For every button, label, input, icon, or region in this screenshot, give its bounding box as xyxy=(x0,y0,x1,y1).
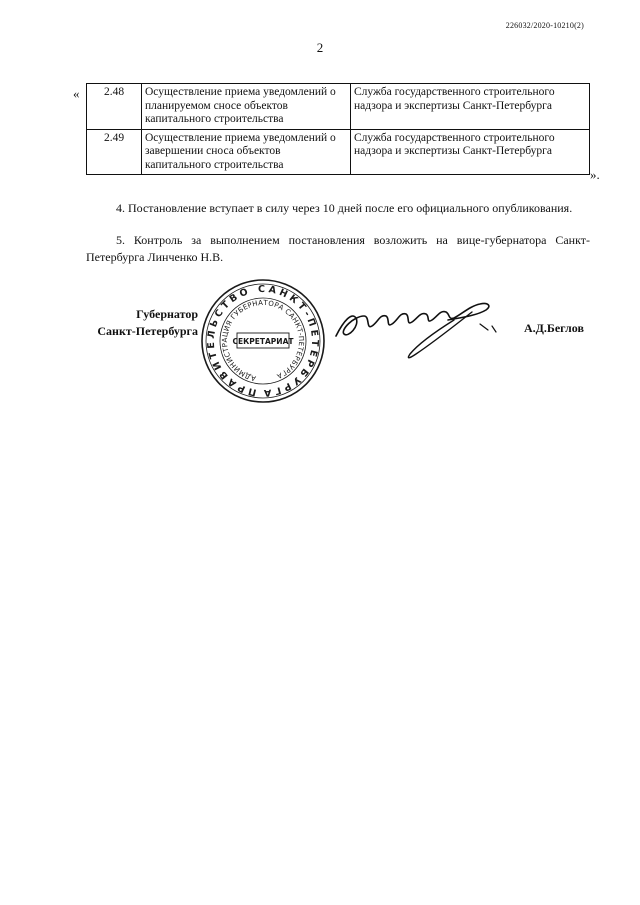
signatory-title-line-1: Губернатор xyxy=(136,307,198,321)
paragraph-4: 4. Постановление вступает в силу через 10 дней после его официального опубликования. xyxy=(116,201,573,215)
handwritten-signature xyxy=(330,290,510,370)
paragraph-5: 5. Контроль за выполнением постановления возложить на вице-губернатора Санкт-Петербурга Линченко Н.В. xyxy=(86,233,590,264)
seal-inner-text: АДМИНИСТРАЦИЯ ГУБЕРНАТОРА САНКТ-ПЕТЕРБУРГА xyxy=(220,298,306,383)
row-number: 2.49 xyxy=(87,129,142,175)
document-id: 226032/2020-10210(2) xyxy=(505,21,584,30)
signatory-title-line-2: Санкт-Петербурга xyxy=(97,324,198,338)
responsible-body: Служба государственного строительного надзора и экспертизы Санкт-Петербурга xyxy=(351,84,590,130)
table-row xyxy=(87,129,590,175)
service-name: Осуществление приема уведомлений о завершении сноса объектов капитального строительства xyxy=(142,129,351,175)
seal-outer-text: ПРАВИТЕЛЬСТВО САНКТ-ПЕТЕРБУРГА xyxy=(205,283,321,399)
official-seal xyxy=(199,277,327,405)
table-row xyxy=(87,84,590,130)
seal-center-text: СЕКРЕТАРИАТ xyxy=(232,337,294,346)
responsible-body: Служба государственного строительного надзора и экспертизы Санкт-Петербурга xyxy=(351,129,590,175)
service-name: Осуществление приема уведомлений о планируемом сносе объектов капитального строительства xyxy=(142,84,351,130)
row-number: 2.48 xyxy=(87,84,142,130)
signatory-name: А.Д.Беглов xyxy=(524,321,584,335)
signatory-title xyxy=(86,306,198,340)
services-table xyxy=(86,83,590,175)
opening-quote: « xyxy=(73,86,80,101)
page-number: 2 xyxy=(316,40,324,55)
closing-quote: ». xyxy=(590,167,600,182)
